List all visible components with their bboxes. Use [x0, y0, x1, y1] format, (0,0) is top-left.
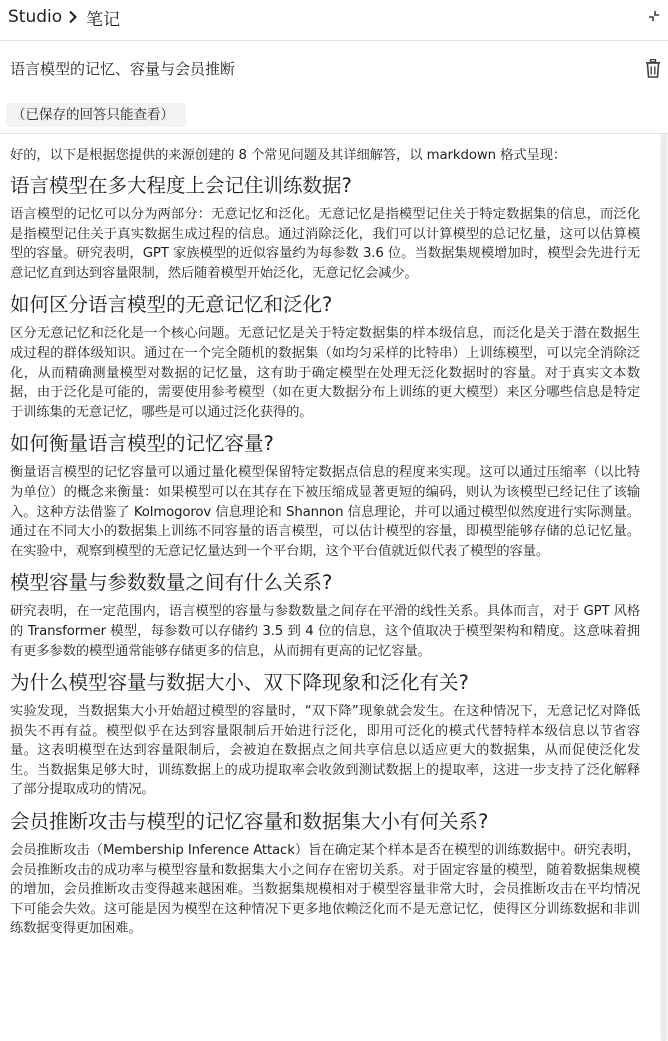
qa-item: [10, 430, 640, 561]
readonly-notice: （已保存的回答只能查看）: [6, 103, 186, 127]
collapse-icon[interactable]: [646, 8, 662, 24]
qa-question: 语言模型在多大程度上会记住训练数据?: [10, 174, 352, 197]
scrollbar[interactable]: [660, 134, 668, 1041]
qa-question: 模型容量与参数数量之间有什么关系?: [10, 571, 333, 595]
scrollbar-thumb[interactable]: [661, 134, 667, 1041]
qa-question: 如何区分语言模型的无意记忆和泛化?: [10, 293, 333, 317]
qa-item: [10, 291, 640, 422]
delete-button[interactable]: [642, 56, 664, 80]
chevron-right-icon: [68, 9, 80, 25]
qa-item: [10, 172, 640, 283]
qa-item: [10, 669, 640, 800]
trash-icon: [645, 59, 661, 78]
qa-answer: 衡量语言模型的记忆容量可以通过量化模型保留特定数据点信息的程度来实现。这可以通过压缩率（以比特为单位）的概念来衡量：如果模型可以在其存在下被压缩成显著更短的编码，则认为该模型已经记住了该输入。这种方法借鉴了 Kolmogorov 信息理论和 Shannon 信息理论，并可以通过模型似然度进行实际测量。通过在不同大小的数据集上训练不同容量的语言模型，可以估计模型的容量，即模型能够存储的总记忆量。在实验中，观察到模型的无意记忆量达到一个平台期，这个平台值就近似代表了模型的容量。: [10, 465, 640, 559]
qa-answer: 区分无意记忆和泛化是一个核心问题。无意记忆是关于特定数据集的样本级信息，而泛化是关于潜在数据生成过程的群体级知识。通过在一个完全随机的数据集（如均匀采样的比特串）上训练模型，可以完全消除泛化，从而精确测量模型对数据的记忆量，这有助于确定模型在处理无泛化数据时的容量。对于真实文本数据，由于泛化是可能的，需要使用参考模型（如在更大数据分布上训练的更大模型）来区分哪些信息是特定于训练集的无意记忆，哪些是可以通过泛化获得的。: [10, 326, 640, 420]
qa-question: 会员推断攻击与模型的记忆容量和数据集大小有何关系?: [10, 810, 489, 834]
top-bar: [0, 0, 668, 34]
qa-item: [10, 569, 640, 661]
qa-answer: 语言模型的记忆可以分为两部分：无意记忆和泛化。无意记忆是指模型记住关于特定数据集的信息，而泛化是指模型记住关于真实数据生成过程的信息。通过消除泛化，我们可以计算模型的总记忆量，这可以估算模型的容量。研究表明，GPT 家族模型的近似容量约为每参数 3.6 位。当数据集规模增加时，模型会先进行无意记忆直到达到容量限制，然后随着模型开始泛化，无意记忆会减少。: [10, 207, 640, 281]
qa-item: [10, 808, 640, 939]
qa-question: 如何衡量语言模型的记忆容量?: [10, 432, 274, 456]
breadcrumb-studio[interactable]: Studio: [8, 7, 63, 27]
note-title: 语言模型的记忆、容量与会员推断: [10, 59, 236, 78]
qa-answer: 研究表明，在一定范围内，语言模型的容量与参数数量之间存在平滑的线性关系。具体而言，对于 GPT 风格的 Transformer 模型，每参数可以存储约 3.5 到 4 位的信息，这个值取决于模型架构和精度。这意味着拥有更多参数的模型通常能够存储更多的信息，从而拥有更高的记忆容量。: [10, 604, 640, 659]
qa-answer: 实验发现，当数据集大小开始超过模型的容量时，“双下降”现象就会发生。在这种情况下，无意记忆对降低损失不再有益。模型似乎在达到容量限制后开始进行泛化，即用可泛化的模式代替特样本级信息以节省容量。这表明模型在达到容量限制后，会被迫在数据点之间共享信息以适应更大的数据集，从而促使泛化发生。当数据集足够大时，训练数据上的成功提取率会收敛到测试数据上的提取率，这进一步支持了泛化解释了部分提取成功的情况。: [10, 704, 640, 798]
qa-question: 为什么模型容量与数据大小、双下降现象和泛化有关?: [10, 671, 469, 695]
content-divider: [0, 133, 668, 134]
breadcrumb-current: 笔记: [86, 9, 121, 30]
note-content: [10, 144, 640, 947]
intro-text: 好的，以下是根据您提供的来源创建的 8 个常见问题及其详细解答，以 markdown 格式呈现：: [10, 148, 567, 163]
qa-answer: 会员推断攻击（Membership Inference Attack）旨在确定某个样本是否在模型的训练数据中。研究表明，会员推断攻击的成功率与模型容量和数据集大小之间存在密切关系。对于固定容量的模型，随着数据集规模的增加，会员推断攻击变得越来越困难。当数据集规模相对于模型容量非常大时，会员推断攻击在平均情况下可能会失效。这可能是因为模型在这种情况下更多地依赖泛化而不是无意记忆，使得区分训练数据和非训练数据变得更加困难。: [10, 843, 640, 937]
note-header: [0, 41, 668, 95]
